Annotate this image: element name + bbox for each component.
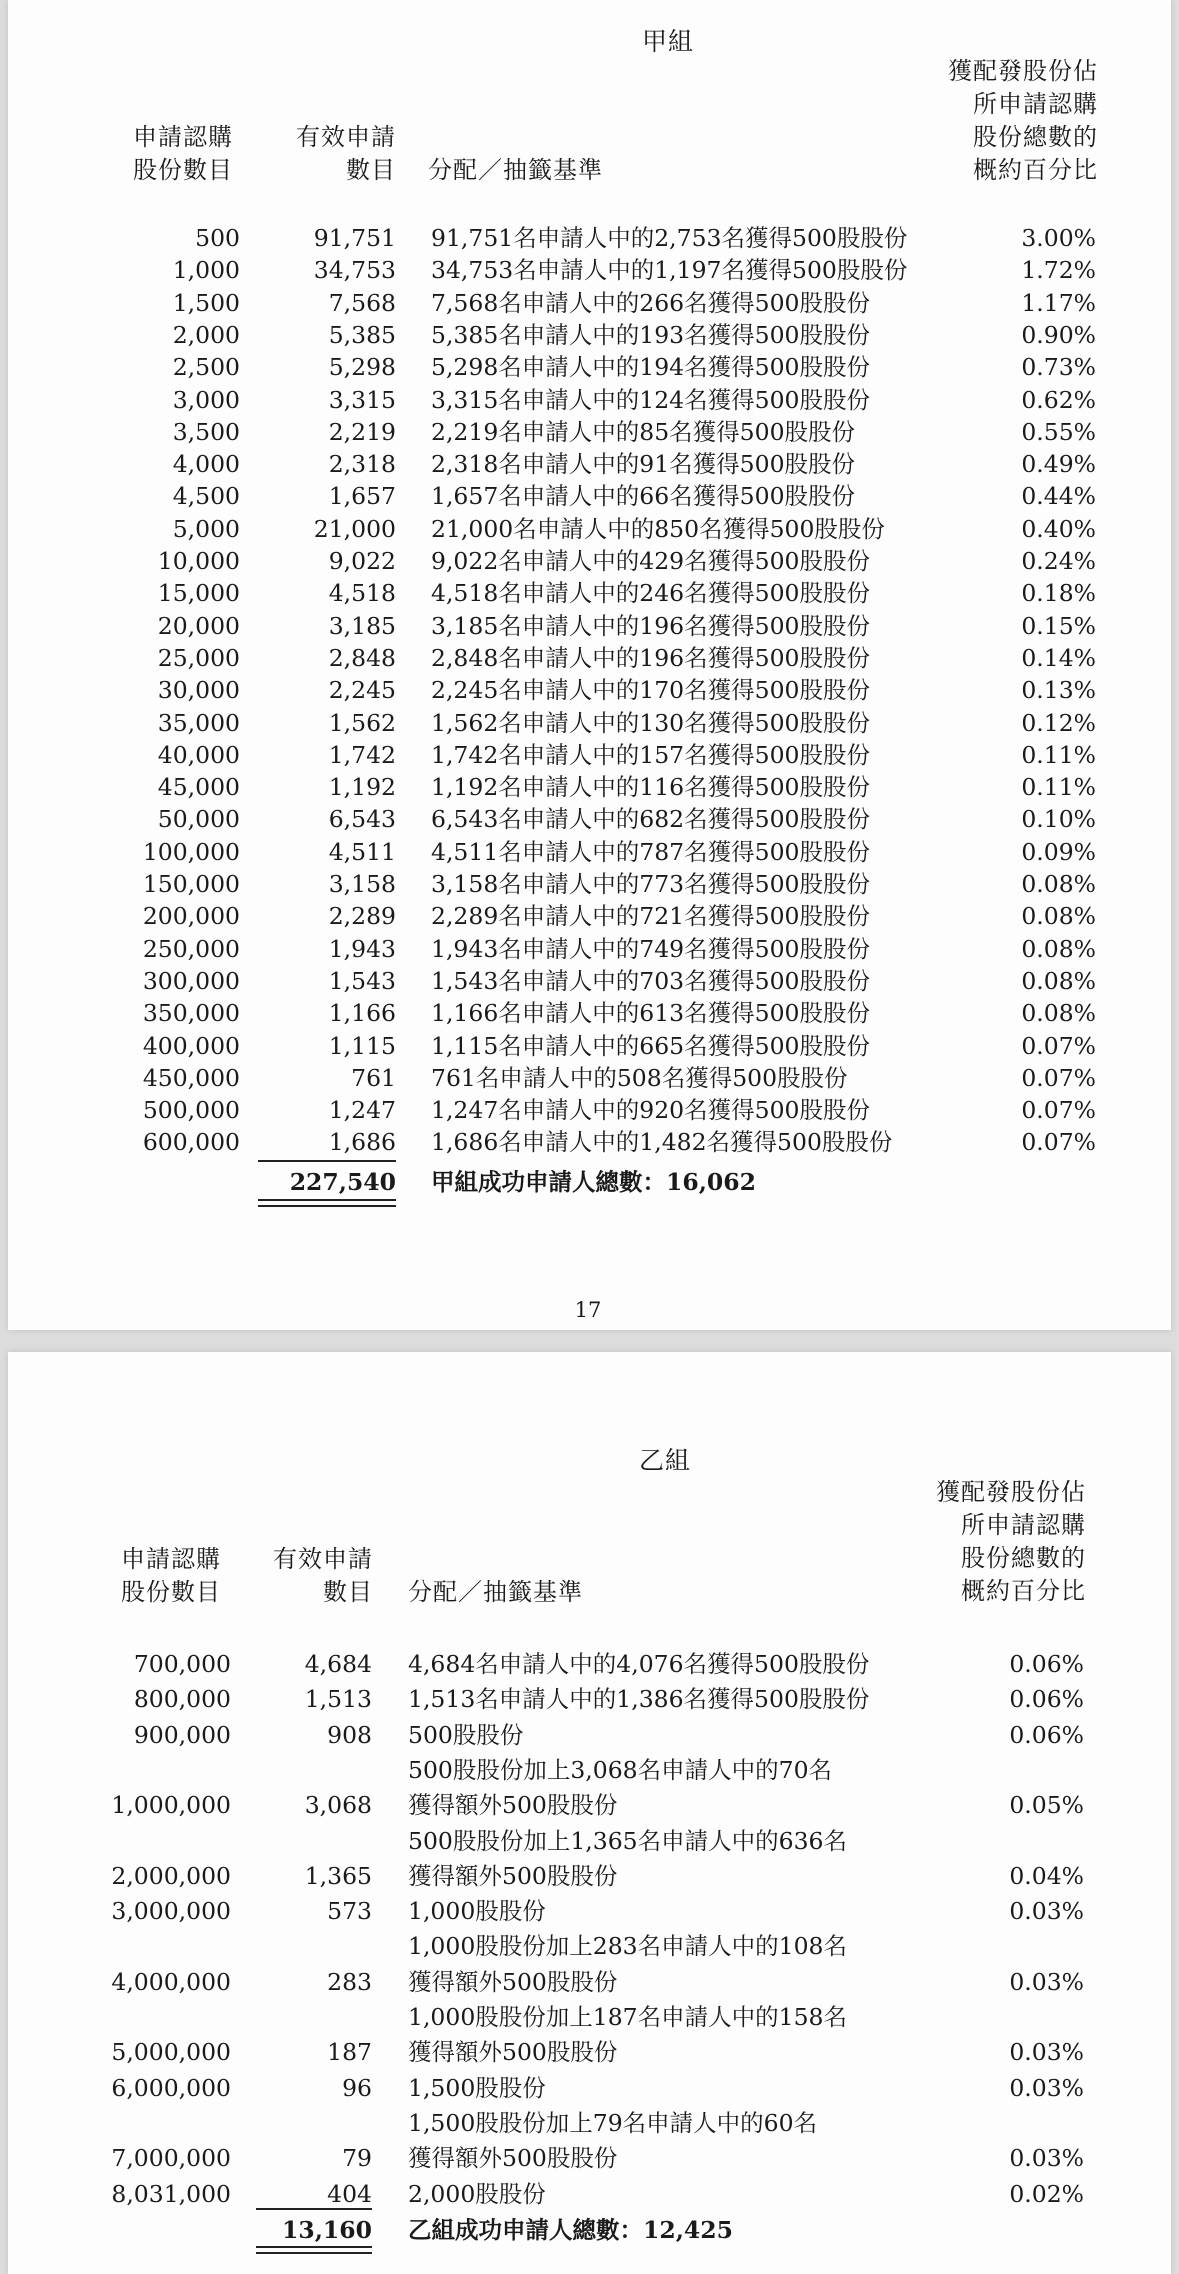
percentage-cell: 1.17% <box>1021 288 1096 317</box>
shares-applied-cell: 40,000 <box>157 740 240 769</box>
percentage-cell: 0.03% <box>1009 2144 1084 2173</box>
allocation-basis-cell: 761名申請人中的508名獲得500股股份 <box>431 1063 848 1092</box>
percentage-cell: 0.40% <box>1021 514 1096 543</box>
allocation-basis-cell: 500股股份 <box>408 1720 524 1749</box>
valid-applications-cell: 1,513 <box>304 1685 372 1714</box>
percentage-cell: 0.08% <box>1021 902 1096 931</box>
header-basis: 分配／抽籤基準 <box>408 1578 583 1606</box>
percentage-cell: 0.02% <box>1009 2179 1084 2208</box>
percentage-cell: 0.04% <box>1009 1861 1084 1890</box>
percentage-cell: 0.07% <box>1021 1031 1096 1060</box>
shares-applied-cell: 300,000 <box>142 966 240 995</box>
allocation-basis-cell: 5,385名申請人中的193名獲得500股股份 <box>431 320 870 349</box>
percentage-cell: 0.08% <box>1021 966 1096 995</box>
valid-applications-cell: 1,943 <box>328 934 396 963</box>
valid-applications-cell: 3,315 <box>328 385 396 414</box>
shares-applied-cell: 25,000 <box>157 643 240 672</box>
percentage-cell: 0.03% <box>1009 1897 1084 1926</box>
allocation-basis-cell: 1,000股股份加上187名申請人中的158名 <box>408 2003 847 2031</box>
valid-applications-cell: 187 <box>327 2038 372 2067</box>
subtotal-line <box>256 2208 372 2210</box>
percentage-cell: 0.12% <box>1021 708 1096 737</box>
valid-applications-cell: 79 <box>342 2144 372 2173</box>
header-shares-applied: 申請認購 股份數目 <box>121 1545 221 1606</box>
percentage-cell: 0.44% <box>1021 482 1096 511</box>
shares-applied-cell: 150,000 <box>142 870 240 898</box>
shares-applied-cell: 500 <box>195 224 240 252</box>
valid-applications-cell: 3,068 <box>304 1791 372 1820</box>
allocation-basis-cell: 2,000股股份 <box>408 2179 546 2208</box>
valid-applications-cell: 1,562 <box>328 708 396 737</box>
percentage-cell: 0.11% <box>1021 773 1096 802</box>
allocation-basis-cell: 3,315名申請人中的124名獲得500股股份 <box>431 385 870 414</box>
valid-applications-cell: 34,753 <box>313 256 396 285</box>
allocation-basis-cell: 7,568名申請人中的266名獲得500股股份 <box>431 288 870 317</box>
valid-applications-cell: 2,245 <box>328 676 396 705</box>
allocation-basis-cell: 500股股份加上1,365名申請人中的636名 <box>408 1826 847 1855</box>
allocation-basis-cell: 獲得額外500股股份 <box>408 1791 618 1820</box>
allocation-basis-cell: 獲得額外500股股份 <box>408 2038 618 2067</box>
allocation-basis-cell: 獲得額外500股股份 <box>408 1861 618 1890</box>
shares-applied-cell: 3,000,000 <box>111 1897 231 1926</box>
shares-applied-cell: 3,500 <box>172 417 240 446</box>
percentage-cell: 0.03% <box>1009 1967 1084 1996</box>
shares-applied-cell: 2,000,000 <box>111 1861 231 1890</box>
percentage-cell: 1.72% <box>1021 256 1096 285</box>
allocation-basis-cell: 獲得額外500股股份 <box>408 1967 618 1996</box>
percentage-cell: 0.07% <box>1021 1096 1096 1125</box>
valid-applications-cell: 4,511 <box>328 837 396 866</box>
percentage-cell: 0.05% <box>1009 1791 1084 1820</box>
shares-applied-cell: 450,000 <box>142 1063 240 1092</box>
shares-applied-cell: 45,000 <box>157 773 240 802</box>
percentage-cell: 0.03% <box>1009 2073 1084 2102</box>
shares-applied-cell: 5,000 <box>172 514 240 543</box>
valid-applications-cell: 3,185 <box>328 611 396 640</box>
shares-applied-cell: 350,000 <box>142 999 240 1028</box>
percentage-cell: 0.08% <box>1021 870 1096 898</box>
valid-applications-cell: 573 <box>327 1897 372 1926</box>
shares-applied-cell: 250,000 <box>142 934 240 963</box>
allocation-basis-cell: 1,500股股份加上79名申請人中的60名 <box>408 2108 818 2137</box>
allocation-basis-cell: 2,289名申請人中的721名獲得500股股份 <box>431 902 870 931</box>
shares-applied-cell: 800,000 <box>133 1685 231 1714</box>
shares-applied-cell: 4,500 <box>172 482 240 511</box>
percentage-cell: 0.07% <box>1021 1063 1096 1092</box>
valid-applications-cell: 404 <box>327 2179 372 2208</box>
percentage-cell: 0.14% <box>1021 643 1096 672</box>
allocation-basis-cell: 3,185名申請人中的196名獲得500股股份 <box>431 611 870 640</box>
header-percentage: 獲配發股份佔 所申請認購 股份總數的 概約百分比 <box>936 1478 1086 1605</box>
valid-applications-cell: 1,543 <box>328 966 396 995</box>
valid-applications-cell: 1,166 <box>328 999 396 1028</box>
valid-applications-cell: 1,365 <box>304 1861 372 1890</box>
valid-applications-cell: 1,657 <box>328 482 396 511</box>
allocation-basis-cell: 獲得額外500股股份 <box>408 2144 618 2173</box>
allocation-basis-cell: 1,115名申請人中的665名獲得500股股份 <box>431 1031 870 1060</box>
valid-applications-cell: 761 <box>351 1063 396 1092</box>
percentage-cell: 0.11% <box>1021 740 1096 769</box>
valid-applications-cell: 6,543 <box>328 805 396 834</box>
percentage-cell: 0.07% <box>1021 1128 1096 1157</box>
valid-applications-cell: 5,385 <box>328 320 396 349</box>
valid-applications-cell: 1,115 <box>328 1031 396 1060</box>
allocation-basis-cell: 1,513名申請人中的1,386名獲得500股股份 <box>408 1685 870 1714</box>
valid-applications-cell: 2,219 <box>328 417 396 446</box>
allocation-basis-cell: 9,022名申請人中的429名獲得500股股份 <box>431 547 870 575</box>
shares-applied-cell: 50,000 <box>157 805 240 834</box>
percentage-cell: 0.06% <box>1009 1720 1084 1749</box>
valid-applications-cell: 3,158 <box>328 870 396 898</box>
group-b-total-label: 乙組成功申請人總數：12,425 <box>408 2216 733 2244</box>
shares-applied-cell: 3,000 <box>172 385 240 414</box>
allocation-basis-cell: 1,000股股份 <box>408 1897 546 1926</box>
percentage-cell: 0.24% <box>1021 547 1096 575</box>
valid-applications-cell: 21,000 <box>313 514 396 543</box>
allocation-basis-cell: 2,245名申請人中的170名獲得500股股份 <box>431 676 870 705</box>
percentage-cell: 0.03% <box>1009 2038 1084 2067</box>
shares-applied-cell: 400,000 <box>142 1031 240 1060</box>
allocation-basis-cell: 1,686名申請人中的1,482名獲得500股股份 <box>431 1128 893 1157</box>
shares-applied-cell: 600,000 <box>142 1128 240 1157</box>
total-double-line-2 <box>258 1205 396 1207</box>
allocation-basis-cell: 4,684名申請人中的4,076名獲得500股股份 <box>408 1650 870 1678</box>
valid-applications-cell: 4,684 <box>304 1650 372 1678</box>
shares-applied-cell: 4,000 <box>172 450 240 479</box>
header-percentage: 獲配發股份佔 所申請認購 股份總數的 概約百分比 <box>948 57 1098 184</box>
allocation-basis-cell: 4,518名申請人中的246名獲得500股股份 <box>431 579 870 608</box>
allocation-basis-cell: 1,562名申請人中的130名獲得500股股份 <box>431 708 870 737</box>
shares-applied-cell: 5,000,000 <box>111 2038 231 2067</box>
total-double-line-2 <box>256 2252 372 2254</box>
allocation-basis-cell: 2,848名申請人中的196名獲得500股股份 <box>431 643 870 672</box>
page-group-a <box>8 0 1171 1330</box>
percentage-cell: 0.15% <box>1021 611 1096 640</box>
shares-applied-cell: 20,000 <box>157 611 240 640</box>
allocation-basis-cell: 1,192名申請人中的116名獲得500股股份 <box>431 773 870 802</box>
valid-applications-cell: 1,192 <box>328 773 396 802</box>
allocation-basis-cell: 91,751名申請人中的2,753名獲得500股股份 <box>431 224 908 252</box>
allocation-basis-cell: 1,166名申請人中的613名獲得500股股份 <box>431 999 870 1028</box>
shares-applied-cell: 6,000,000 <box>111 2073 231 2102</box>
group-b-total-apps: 13,160 <box>282 2216 372 2244</box>
valid-applications-cell: 2,848 <box>328 643 396 672</box>
percentage-cell: 0.06% <box>1009 1685 1084 1714</box>
shares-applied-cell: 1,500 <box>172 288 240 317</box>
group-b-title: 乙組 <box>639 1446 692 1475</box>
valid-applications-cell: 1,742 <box>328 740 396 769</box>
allocation-basis-cell: 3,158名申請人中的773名獲得500股股份 <box>431 870 870 898</box>
header-basis: 分配／抽籤基準 <box>428 156 603 184</box>
allocation-basis-cell: 4,511名申請人中的787名獲得500股股份 <box>431 837 870 866</box>
shares-applied-cell: 700,000 <box>133 1650 231 1678</box>
shares-applied-cell: 15,000 <box>157 579 240 608</box>
header-shares-applied: 申請認購 股份數目 <box>133 123 233 184</box>
shares-applied-cell: 1,000 <box>172 256 240 285</box>
percentage-cell: 0.62% <box>1021 385 1096 414</box>
allocation-basis-cell: 1,000股股份加上283名申請人中的108名 <box>408 1932 847 1961</box>
allocation-basis-cell: 1,943名申請人中的749名獲得500股股份 <box>431 934 870 963</box>
header-valid-applications: 有效申請 數目 <box>273 1545 373 1606</box>
page-number: 17 <box>574 1298 602 1322</box>
valid-applications-cell: 908 <box>327 1720 372 1749</box>
allocation-basis-cell: 1,500股股份 <box>408 2073 546 2102</box>
page-group-b <box>8 1352 1171 2274</box>
total-double-line-1 <box>258 1199 396 1201</box>
percentage-cell: 0.06% <box>1009 1650 1084 1678</box>
percentage-cell: 3.00% <box>1021 224 1096 252</box>
valid-applications-cell: 5,298 <box>328 353 396 382</box>
shares-applied-cell: 10,000 <box>157 547 240 575</box>
valid-applications-cell: 91,751 <box>313 224 396 252</box>
shares-applied-cell: 900,000 <box>133 1720 231 1749</box>
valid-applications-cell: 1,247 <box>328 1096 396 1125</box>
group-a-total-label: 甲組成功申請人總數：16,062 <box>431 1168 756 1196</box>
allocation-basis-cell: 1,543名申請人中的703名獲得500股股份 <box>431 966 870 995</box>
shares-applied-cell: 100,000 <box>142 837 240 866</box>
percentage-cell: 0.09% <box>1021 837 1096 866</box>
valid-applications-cell: 283 <box>327 1967 372 1996</box>
allocation-basis-cell: 34,753名申請人中的1,197名獲得500股股份 <box>431 256 908 285</box>
shares-applied-cell: 4,000,000 <box>111 1967 231 1996</box>
percentage-cell: 0.08% <box>1021 934 1096 963</box>
percentage-cell: 0.18% <box>1021 579 1096 608</box>
percentage-cell: 0.73% <box>1021 353 1096 382</box>
allocation-basis-cell: 21,000名申請人中的850名獲得500股股份 <box>431 514 885 543</box>
valid-applications-cell: 2,289 <box>328 902 396 931</box>
shares-applied-cell: 2,000 <box>172 320 240 349</box>
shares-applied-cell: 30,000 <box>157 676 240 705</box>
valid-applications-cell: 1,686 <box>328 1128 396 1157</box>
valid-applications-cell: 96 <box>342 2073 372 2102</box>
shares-applied-cell: 500,000 <box>142 1096 240 1125</box>
shares-applied-cell: 8,031,000 <box>111 2179 231 2208</box>
percentage-cell: 0.13% <box>1021 676 1096 705</box>
group-a-total-apps: 227,540 <box>289 1168 396 1196</box>
allocation-basis-cell: 2,318名申請人中的91名獲得500股股份 <box>431 450 856 479</box>
shares-applied-cell: 200,000 <box>142 902 240 931</box>
shares-applied-cell: 2,500 <box>172 353 240 382</box>
shares-applied-cell: 35,000 <box>157 708 240 737</box>
allocation-basis-cell: 2,219名申請人中的85名獲得500股股份 <box>431 417 856 446</box>
percentage-cell: 0.90% <box>1021 320 1096 349</box>
subtotal-line <box>258 1160 396 1162</box>
valid-applications-cell: 9,022 <box>328 547 396 575</box>
header-valid-applications: 有效申請 數目 <box>296 123 396 184</box>
allocation-basis-cell: 500股股份加上3,068名申請人中的70名 <box>408 1755 833 1784</box>
allocation-basis-cell: 1,247名申請人中的920名獲得500股股份 <box>431 1096 870 1125</box>
total-double-line-1 <box>256 2246 372 2248</box>
shares-applied-cell: 1,000,000 <box>111 1791 231 1820</box>
percentage-cell: 0.49% <box>1021 450 1096 479</box>
shares-applied-cell: 7,000,000 <box>111 2144 231 2173</box>
group-a-title: 甲組 <box>642 27 695 56</box>
allocation-basis-cell: 1,742名申請人中的157名獲得500股股份 <box>431 740 870 769</box>
valid-applications-cell: 7,568 <box>328 288 396 317</box>
percentage-cell: 0.10% <box>1021 805 1096 834</box>
allocation-basis-cell: 1,657名申請人中的66名獲得500股股份 <box>431 482 856 511</box>
percentage-cell: 0.55% <box>1021 417 1096 446</box>
allocation-basis-cell: 6,543名申請人中的682名獲得500股股份 <box>431 805 870 834</box>
valid-applications-cell: 2,318 <box>328 450 396 479</box>
allocation-basis-cell: 5,298名申請人中的194名獲得500股股份 <box>431 353 870 382</box>
valid-applications-cell: 4,518 <box>328 579 396 608</box>
percentage-cell: 0.08% <box>1021 999 1096 1028</box>
